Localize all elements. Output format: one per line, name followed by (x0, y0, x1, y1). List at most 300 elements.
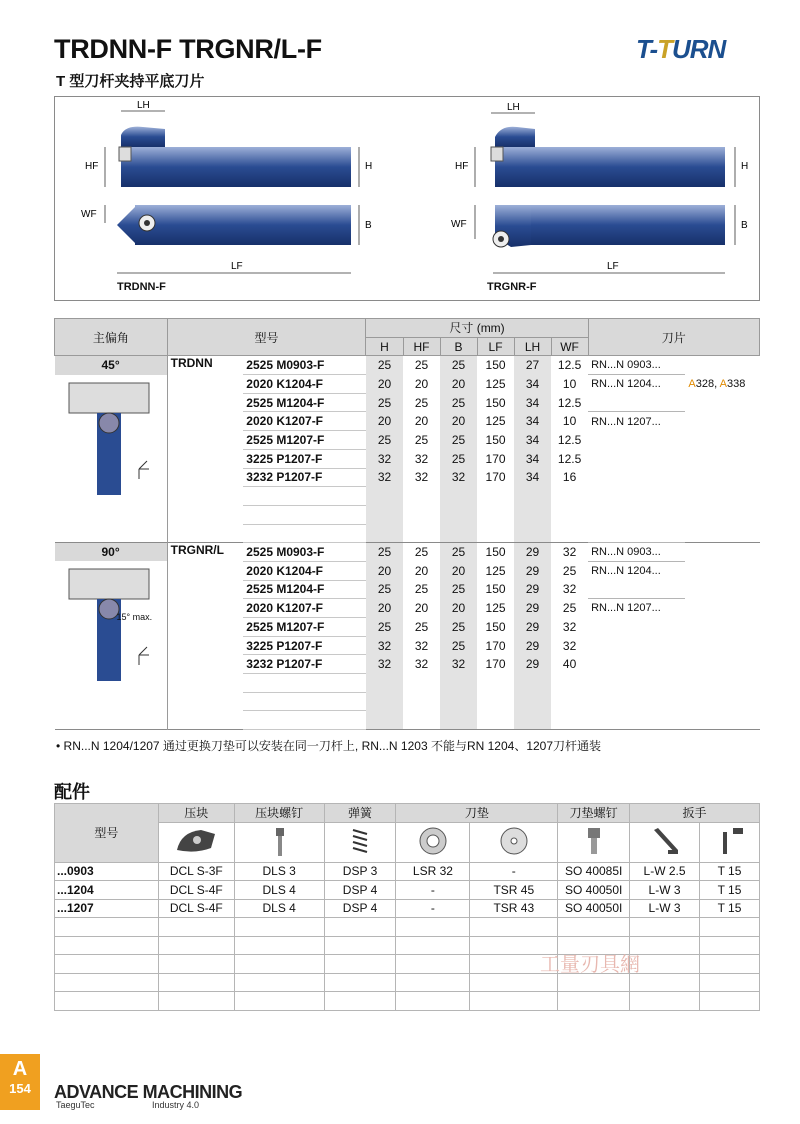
accessory-cell (234, 936, 324, 955)
group-45 (55, 356, 760, 543)
accessory-cell: DCL S-4F (158, 881, 234, 900)
model-cell (243, 487, 366, 506)
model-cell: 2020 K1204-F (243, 561, 366, 580)
size-cell: 25 (414, 582, 429, 597)
size-cell: 20 (440, 561, 477, 580)
screw-icon (234, 822, 324, 862)
accessory-cell (630, 918, 700, 937)
size-cell: 170 (485, 451, 506, 466)
svg-text:H: H (365, 161, 373, 172)
ref-cell (685, 431, 759, 450)
size-cell: 25 (440, 449, 477, 468)
accessory-code: ...1207 (55, 899, 159, 918)
brand-suffix: URN (672, 34, 726, 64)
accessory-cell (470, 992, 558, 1011)
angle-cell: 90° (55, 543, 168, 562)
size-cell: 10 (562, 376, 577, 391)
model-cell: 2020 K1207-F (243, 599, 366, 618)
insert-cell: RN...N 1207... (588, 599, 685, 618)
size-cell: 125 (485, 601, 506, 616)
size-cell: 32 (414, 470, 429, 485)
ref-cell (685, 655, 759, 674)
accessory-cell (700, 936, 760, 955)
accessory-cell: SO 40050I (558, 899, 630, 918)
model-cell: 2525 M1207-F (243, 618, 366, 637)
model-cell: 2525 M0903-F (243, 356, 366, 375)
header-model: 型号 (167, 319, 366, 356)
size-cell (514, 487, 551, 506)
accessory-code (55, 973, 159, 992)
size-cell: 25 (440, 636, 477, 655)
size-cell (477, 711, 514, 730)
accessory-cell: LSR 32 (396, 862, 470, 881)
accessory-row (55, 955, 760, 974)
ref-cell (685, 543, 759, 562)
size-cell: 29 (514, 599, 551, 618)
section-letter: A (12, 1058, 28, 1080)
ref-cell (685, 561, 759, 580)
accessory-cell (158, 992, 234, 1011)
size-cell (403, 674, 440, 693)
ref-cell (685, 711, 759, 730)
accessory-cell (324, 936, 396, 955)
model-cell: 3225 P1207-F (243, 636, 366, 655)
model-cell: 3232 P1207-F (243, 468, 366, 487)
acc-header-wrench: 扳手 (630, 804, 760, 823)
accessory-cell: DCL S-4F (158, 899, 234, 918)
size-cell: 34 (514, 431, 551, 450)
insert-cell: RN...N 0903... (588, 543, 685, 562)
accessory-cell: SO 40085I (558, 862, 630, 881)
col-wf: WF (551, 337, 588, 356)
accessory-row (55, 973, 760, 992)
accessory-row (55, 862, 760, 881)
size-cell (440, 692, 477, 711)
size-cell (514, 711, 551, 730)
size-cell: 25 (440, 393, 477, 412)
size-cell (403, 692, 440, 711)
size-cell: 20 (414, 414, 429, 429)
size-cell: 34 (514, 412, 551, 431)
accessory-cell (470, 918, 558, 937)
size-cell (366, 524, 403, 543)
size-cell: 25 (562, 563, 577, 578)
acc-header-shim-screw: 刀垫螺钉 (558, 804, 630, 823)
ref-cell (685, 487, 759, 506)
model-cell: 2525 M1204-F (243, 393, 366, 412)
header-insert: 刀片 (588, 319, 759, 356)
accessory-cell (324, 955, 396, 974)
accessory-cell (234, 992, 324, 1011)
accessory-cell (630, 973, 700, 992)
size-cell: 25 (366, 580, 403, 599)
table-row (55, 561, 760, 580)
accessory-cell (324, 918, 396, 937)
accessory-row (55, 899, 760, 918)
page-number: 154 (9, 1081, 31, 1096)
size-cell: 32 (414, 451, 429, 466)
size-cell: 20 (366, 561, 403, 580)
model-cell (243, 711, 366, 730)
accessory-cell (324, 992, 396, 1011)
accessory-cell (158, 936, 234, 955)
hex-key-icon (630, 822, 700, 862)
header-angle: 主偏角 (55, 319, 168, 356)
accessory-cell (700, 955, 760, 974)
model-cell: 2525 M1207-F (243, 431, 366, 450)
size-cell (366, 487, 403, 506)
accessory-cell: DLS 4 (234, 899, 324, 918)
size-cell (366, 692, 403, 711)
accessory-rows (55, 862, 760, 1010)
accessory-cell (396, 992, 470, 1011)
series-cell: TRDNN (167, 356, 243, 543)
table-row (55, 375, 760, 394)
svg-text:WF: WF (81, 209, 97, 220)
accessory-cell (396, 936, 470, 955)
accessory-cell (158, 918, 234, 937)
holder-drawings (55, 97, 761, 302)
size-cell (440, 711, 477, 730)
size-cell (551, 674, 588, 693)
size-cell (403, 505, 440, 524)
ref-cell (685, 505, 759, 524)
size-cell (477, 487, 514, 506)
ref-cell (685, 468, 759, 487)
insert-cell (588, 636, 685, 655)
size-cell: 25 (414, 619, 429, 634)
accessory-code (55, 936, 159, 955)
insert-cell (588, 487, 685, 506)
size-cell (366, 674, 403, 693)
torx-key-icon (700, 822, 760, 862)
page-subtitle: T 型刀杆夹持平底刀片 (56, 73, 205, 90)
col-h: H (366, 337, 403, 356)
accessory-cell (158, 955, 234, 974)
size-cell (477, 505, 514, 524)
size-cell: 125 (485, 376, 506, 391)
size-cell: 20 (440, 599, 477, 618)
size-cell (477, 524, 514, 543)
ref-cell (685, 636, 759, 655)
size-cell: 25 (366, 618, 403, 637)
size-cell (551, 711, 588, 730)
accessory-cell: DSP 4 (324, 899, 396, 918)
trgnr-top-shank (531, 205, 725, 245)
insert-cell (588, 655, 685, 674)
size-cell: 10 (562, 414, 577, 429)
size-cell: 25 (366, 543, 403, 562)
size-cell (514, 524, 551, 543)
size-cell: 20 (414, 601, 429, 616)
size-cell (551, 692, 588, 711)
size-cell: 29 (514, 636, 551, 655)
accessory-cell: L-W 3 (630, 881, 700, 900)
size-cell: 150 (485, 432, 506, 447)
svg-text:WF: WF (451, 219, 467, 230)
svg-text:B: B (741, 220, 748, 231)
brand-prefix: T- (636, 34, 658, 64)
accessory-cell (396, 918, 470, 937)
footer-sub-right: Industry 4.0 (152, 1100, 200, 1110)
size-cell: 25 (562, 601, 577, 616)
size-cell: 150 (485, 545, 506, 560)
svg-text:LH: LH (507, 102, 520, 113)
angle-cell: 45° (55, 356, 168, 375)
accessory-cell (700, 992, 760, 1011)
accessory-cell (700, 973, 760, 992)
size-cell (551, 505, 588, 524)
angle-illustration (55, 375, 168, 543)
size-cell: 29 (514, 543, 551, 562)
size-cell (440, 487, 477, 506)
ref-cell (685, 674, 759, 693)
accessories-table (54, 803, 760, 1011)
size-cell: 25 (440, 618, 477, 637)
accessory-cell: - (396, 899, 470, 918)
accessory-row (55, 881, 760, 900)
model-cell: 3232 P1207-F (243, 655, 366, 674)
ref-letter: A (688, 377, 696, 390)
svg-text:HF: HF (455, 161, 469, 172)
size-cell: 27 (514, 356, 551, 375)
accessory-cell: T 15 (700, 899, 760, 918)
svg-text:H: H (741, 161, 749, 172)
svg-text:LF: LF (231, 261, 243, 272)
size-cell (403, 711, 440, 730)
size-cell: 25 (440, 431, 477, 450)
ref-cell (685, 692, 759, 711)
accessory-cell: L-W 3 (630, 899, 700, 918)
insert-cell (588, 618, 685, 637)
size-cell: 150 (485, 395, 506, 410)
accessory-code (55, 918, 159, 937)
insert-cell (588, 468, 685, 487)
accessory-row (55, 992, 760, 1011)
accessory-code (55, 992, 159, 1011)
size-cell (551, 524, 588, 543)
size-cell: 34 (514, 393, 551, 412)
model-cell: 2020 K1204-F (243, 375, 366, 394)
trgnr-label: TRGNR-F (487, 281, 537, 293)
insert-cell (588, 580, 685, 599)
accessory-cell (630, 992, 700, 1011)
size-cell (477, 692, 514, 711)
ref-cell (685, 618, 759, 637)
accessories-title: 配件 (54, 782, 90, 802)
accessory-cell: DSP 4 (324, 881, 396, 900)
size-cell: 32 (562, 619, 577, 634)
trdnn-label: TRDNN-F (117, 281, 166, 293)
table-row (55, 543, 760, 562)
insert-cell (588, 524, 685, 543)
size-cell: 150 (485, 358, 506, 373)
size-cell: 25 (366, 356, 403, 375)
size-cell (440, 505, 477, 524)
accessory-row (55, 936, 760, 955)
size-cell: 20 (414, 376, 429, 391)
size-cell (514, 692, 551, 711)
header-size: 尺寸 (mm) (366, 319, 588, 338)
size-cell: 40 (562, 657, 577, 672)
accessory-cell (558, 992, 630, 1011)
accessory-cell: T 15 (700, 862, 760, 881)
brand-logo (636, 34, 725, 65)
accessory-cell: TSR 43 (470, 899, 558, 918)
size-cell (366, 711, 403, 730)
size-cell: 125 (485, 563, 506, 578)
trdnn-side-shank (121, 147, 351, 187)
insert-cell: RN...N 1204... (588, 561, 685, 580)
accessory-cell (234, 918, 324, 937)
size-cell: 125 (485, 414, 506, 429)
size-cell: 12.5 (557, 395, 582, 410)
ref-cell (685, 412, 759, 431)
accessory-cell (630, 955, 700, 974)
footer-sub-left: TaeguTec (56, 1100, 95, 1110)
size-cell: 20 (440, 412, 477, 431)
size-cell: 170 (485, 638, 506, 653)
size-cell: 34 (514, 375, 551, 394)
compatibility-note: • RN...N 1204/1207 通过更换刀垫可以安装在同一刀杆上, RN...N 1203 不能与RN 1204、1207刀杆通装 (56, 739, 602, 753)
insert-cell (588, 674, 685, 693)
size-cell: 20 (366, 412, 403, 431)
acc-header-spring: 弹簧 (324, 804, 396, 823)
model-cell (243, 674, 366, 693)
size-cell (403, 524, 440, 543)
size-cell (440, 674, 477, 693)
accessory-cell: DLS 3 (234, 862, 324, 881)
accessory-cell: DCL S-3F (158, 862, 234, 881)
acc-header-clamp-screw: 压块螺钉 (234, 804, 324, 823)
size-cell: 32 (440, 655, 477, 674)
group-90 (55, 543, 760, 730)
insert-cell (588, 692, 685, 711)
product-table (54, 318, 760, 730)
size-cell: 32 (414, 657, 429, 672)
accessory-cell: DSP 3 (324, 862, 396, 881)
acc-header-model: 型号 (55, 804, 159, 863)
size-cell: 32 (366, 655, 403, 674)
footer-logo: ADVANCE MACHINING (54, 1082, 243, 1102)
ref-page: 338 (726, 377, 746, 390)
size-cell: 16 (562, 470, 577, 485)
size-cell: 25 (414, 545, 429, 560)
size-cell: 32 (562, 582, 577, 597)
accessory-cell: - (396, 881, 470, 900)
size-cell: 25 (440, 580, 477, 599)
size-cell: 32 (414, 638, 429, 653)
size-cell (514, 505, 551, 524)
acc-header-shim: 刀垫 (396, 804, 558, 823)
accessory-cell: L-W 2.5 (630, 862, 700, 881)
size-cell (551, 487, 588, 506)
accessory-cell: TSR 45 (470, 881, 558, 900)
model-cell: 2525 M0903-F (243, 543, 366, 562)
accessory-cell (396, 955, 470, 974)
size-cell (477, 674, 514, 693)
accessory-cell: - (470, 862, 558, 881)
trgnr-side-shank (495, 147, 725, 187)
col-b: B (440, 337, 477, 356)
ref-letter: A (719, 377, 727, 390)
ref-cell (685, 599, 759, 618)
model-cell (243, 692, 366, 711)
page-title: TRDNN-F TRGNR/L-F (54, 34, 322, 64)
size-cell: 12.5 (557, 432, 582, 447)
model-cell: 2020 K1207-F (243, 412, 366, 431)
tool-diagram (54, 96, 760, 301)
size-cell: 32 (440, 468, 477, 487)
insert-cell: RN...N 1204... (588, 375, 685, 394)
size-cell: 20 (366, 599, 403, 618)
ref-cell (685, 393, 759, 412)
max-angle-label: 15° max. (116, 612, 153, 623)
svg-text:LH: LH (137, 100, 150, 111)
size-cell: 170 (485, 470, 506, 485)
watermark: 工量刃具網 (540, 954, 640, 976)
size-cell: 32 (366, 636, 403, 655)
size-cell: 25 (366, 393, 403, 412)
accessory-code (55, 955, 159, 974)
spring-icon (324, 822, 396, 862)
size-cell (403, 487, 440, 506)
model-cell: 3225 P1207-F (243, 449, 366, 468)
series-cell: TRGNR/L (167, 543, 243, 730)
size-cell: 150 (485, 582, 506, 597)
size-cell: 32 (562, 638, 577, 653)
ref-separator: , (714, 377, 720, 390)
clamp-icon (158, 822, 234, 862)
size-cell: 25 (414, 358, 429, 373)
size-cell: 34 (514, 449, 551, 468)
accessory-cell: T 15 (700, 881, 760, 900)
size-cell: 29 (514, 561, 551, 580)
size-cell: 29 (514, 655, 551, 674)
model-cell (243, 505, 366, 524)
col-hf: HF (403, 337, 440, 356)
svg-text:LF: LF (607, 261, 619, 272)
size-cell: 20 (440, 375, 477, 394)
size-cell: 12.5 (557, 451, 582, 466)
svg-text:B: B (365, 220, 372, 231)
table-row (55, 356, 760, 375)
svg-text:HF: HF (85, 161, 99, 172)
acc-header-clamp: 压块 (158, 804, 234, 823)
shim-ring-icon (396, 822, 470, 862)
model-cell: 2525 M1204-F (243, 580, 366, 599)
accessory-cell (158, 973, 234, 992)
accessory-cell (234, 973, 324, 992)
size-cell: 150 (485, 619, 506, 634)
size-cell: 25 (414, 395, 429, 410)
accessory-cell (700, 918, 760, 937)
size-cell: 20 (414, 563, 429, 578)
insert-cell (588, 449, 685, 468)
insert-cell (588, 431, 685, 450)
ref-cell (685, 580, 759, 599)
ref-cell (685, 356, 759, 375)
size-cell: 32 (366, 449, 403, 468)
ref-cell (685, 375, 759, 394)
insert-cell (588, 393, 685, 412)
model-cell (243, 524, 366, 543)
accessory-code: ...0903 (55, 862, 159, 881)
brand-t: T (657, 34, 672, 64)
size-cell: 34 (514, 468, 551, 487)
ref-cell (685, 449, 759, 468)
col-lh: LH (514, 337, 551, 356)
